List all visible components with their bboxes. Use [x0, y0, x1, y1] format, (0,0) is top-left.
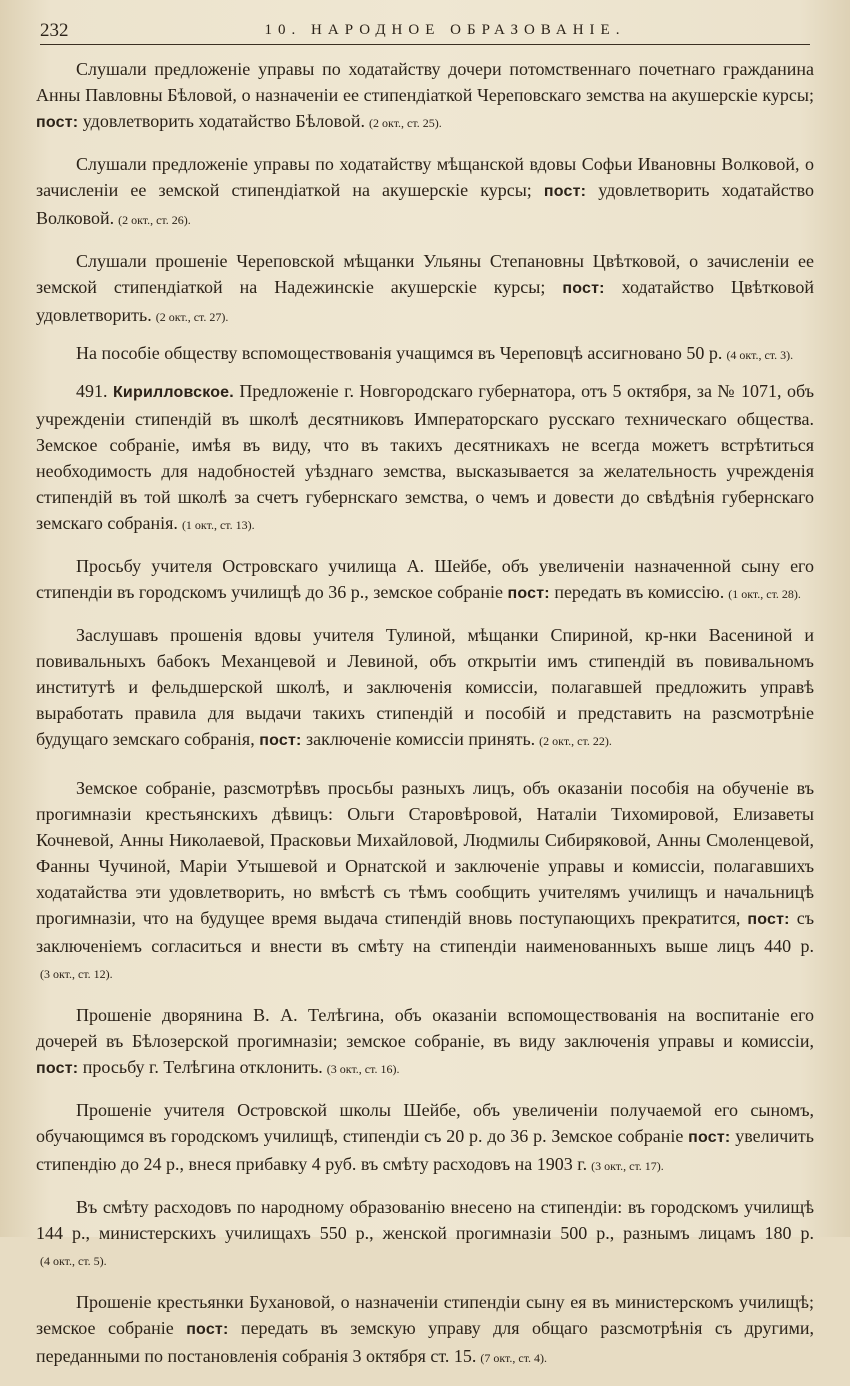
resolution-label: пост:: [507, 585, 550, 602]
resolution-text: увеличить стипендію до 24 р., внеся прибавку 4 руб. въ смѣту расходовъ на 1903 г.: [36, 1126, 814, 1174]
resolution-label: пост:: [36, 1060, 79, 1077]
paragraph-text: Земское собраніе, разсмотрѣвъ просьбы разныхъ лицъ, объ оказаніи пособія на обученіе въ прогимназіи крестьянскихъ дѣвицъ: Ольги Старовѣровой, Наталіи Тихомировой, Елизаветы Кочневой, Анны Николаевой, Прасковьи Михайловой, Людмилы Сибиряковой, Анны Смоленцевой, Фанны Чучиной, Маріи Утышевой и Орнатской и заключеніе управы и комиссіи, полагавшихъ ходатайства эти удовлетворить, но вмѣстѣ съ тѣмъ сообщить учителямъ училищъ и начальницѣ прогимназіи, что на будущее время выдача стипендій вновь поступающихъ прекратится,: [36, 778, 814, 928]
resolution-text: просьбу г. Телѣгина отклонить.: [82, 1057, 323, 1077]
paragraph-text: Слушали прошеніе Череповской мѣщанки Ульяны Степановны Цвѣтковой, о зачисленіи ее земской стипендіаткой на Надежинскіе акушерскіе курсы;: [36, 251, 814, 297]
paragraph-text: Предложеніе г. Новгородскаго губернатора, отъ 5 октября, за № 1071, объ учрежденіи стипендій въ школѣ десятниковъ Императорскаго русскаго техническаго общества. Земское собраніе, имѣя въ виду, что въ такихъ десятникахъ не всегда можетъ встрѣтиться необходимость для надобностей уѣзднаго земства, высказывается за желательность учрежденія стипендій въ той школѣ за счетъ губернскаго земства, о чемъ и довести до свѣдѣнія губернскаго земскаго собранія.: [36, 381, 814, 533]
resolution-label: пост:: [747, 911, 790, 928]
paragraph-text: Просьбу учителя Островскаго училища А. Шейбе, объ увеличеніи назначенной сыну его стипендіи въ городскомъ училищѣ до 36 р., земское собраніе: [36, 556, 814, 602]
resolution-label: пост:: [688, 1129, 731, 1146]
paragraph-text: Слушали предложеніе управы по ходатайству дочери потомственнаго почетнаго гражданина Анны Павловны Бѣловой, о назначеніи ее стипендіаткой Череповскаго земства на акушерскіе курсы;: [36, 59, 814, 105]
running-title: 10. НАРОДНОЕ ОБРАЗОВАНІЕ.: [264, 22, 626, 38]
paragraph: [36, 622, 814, 754]
paragraph: [36, 1289, 814, 1371]
page-header: [40, 18, 810, 45]
citation-ref: (4 окт., ст. 3).: [726, 348, 794, 362]
paragraph: [36, 56, 814, 136]
resolution-label: пост:: [543, 183, 587, 200]
resolution-label: пост:: [259, 732, 302, 749]
paragraph: [36, 151, 814, 233]
paragraph-text: Прошеніе учителя Островской школы Шейбе, объ увеличеніи получаемой его сыномъ, обучающимся въ городскомъ училищѣ, стипендіи съ 20 р. до 36 р. Земское собраніе: [36, 1100, 814, 1146]
document-body: [36, 56, 814, 1386]
resolution-text: ходатайство Цвѣтковой удовлетворить.: [36, 277, 815, 325]
citation-ref: (3 окт., ст. 12).: [40, 967, 113, 981]
paragraph-text: Въ смѣту расходовъ по народному образованію внесено на стипендіи: въ городскомъ училищѣ 144 р., министерскихъ училищахъ 550 р., женской прогимназіи 500 р., разнымъ лицамъ 180 р.: [36, 1197, 814, 1243]
paragraph: [36, 553, 814, 607]
citation-ref: (1 окт., ст. 28).: [728, 587, 801, 601]
resolution-label: пост:: [562, 280, 605, 297]
citation-ref: (2 окт., ст. 25).: [369, 116, 442, 130]
paragraph: [36, 248, 814, 330]
paragraph-text: Прошеніе дворянина В. А. Телѣгина, объ оказаніи вспомоществованія на воспитаніе его дочерей въ Бѣлозерской прогимназіи; земское собраніе, въ виду заключенія управы и комиссіи,: [36, 1005, 814, 1051]
citation-ref: (7 окт., ст. 4).: [480, 1351, 548, 1365]
paragraph-text: Слушали предложеніе управы по ходатайству мѣщанской вдовы Софьи Ивановны Волковой, о зачисленіи ее земской стипендіаткой на акушерскіе курсы;: [36, 154, 814, 200]
resolution-text: передать въ земскую управу для общаго разсмотрѣнія съ другими, переданными по постановленія собранія 3 октября ст. 15.: [36, 1318, 815, 1366]
entry-number: 491.: [76, 381, 108, 401]
citation-ref: (2 окт., ст. 26).: [118, 213, 191, 227]
resolution-text: удовлетворить ходатайство Бѣловой.: [82, 111, 366, 131]
citation-ref: (3 окт., ст. 16).: [326, 1062, 400, 1076]
resolution-label: пост:: [36, 114, 79, 131]
district-heading: Кирилловское.: [112, 384, 234, 401]
paragraph: [36, 1194, 814, 1274]
paragraph-text: На пособіе обществу вспомоществованія учащимся въ Череповцѣ ассигновано 50 р.: [76, 343, 723, 363]
citation-ref: (1 окт., ст. 13).: [181, 518, 255, 532]
paragraph: [36, 775, 814, 987]
citation-ref: (3 окт., ст. 17).: [591, 1159, 664, 1173]
page-number: 232: [40, 20, 69, 41]
resolution-text: передать въ комиссію.: [554, 582, 725, 602]
resolution-text: удовлетворить ходатайство Волковой.: [36, 180, 814, 228]
paragraph: [36, 340, 814, 368]
resolution-label: пост:: [186, 1321, 229, 1338]
paragraph: [36, 1002, 814, 1082]
paragraph: [36, 1097, 814, 1179]
paragraph-text: Прошеніе крестьянки Бухановой, о назначеніи стипендіи сыну ея въ министерскомъ училищѣ; земское собраніе: [36, 1292, 814, 1338]
paragraph-text: Заслушавъ прошенія вдовы учителя Тулиной, мѣщанки Спириной, кр-нки Васениной и повивальныхъ бабокъ Механцевой и Левиной, объ открытіи имъ стипендій въ повивальномъ институтѣ и фельдшерской школѣ, и заключенія комиссіи, полагавшей предложить управѣ выработать правила для выдачи такихъ стипендій и пособій и представить на разсмотрѣніе будущаго земскаго собранія,: [36, 625, 814, 749]
citation-ref: (2 окт., ст. 22).: [539, 734, 612, 748]
resolution-text: заключеніе комиссіи принять.: [306, 729, 536, 749]
resolution-text: съ заключеніемъ согласиться и внести въ смѣту на стипендіи наименованныхъ выше лицъ 440 р.: [36, 908, 814, 956]
paragraph: [36, 378, 814, 538]
citation-ref: (4 окт., ст. 5).: [40, 1254, 107, 1268]
citation-ref: (2 окт., ст. 27).: [155, 310, 229, 324]
